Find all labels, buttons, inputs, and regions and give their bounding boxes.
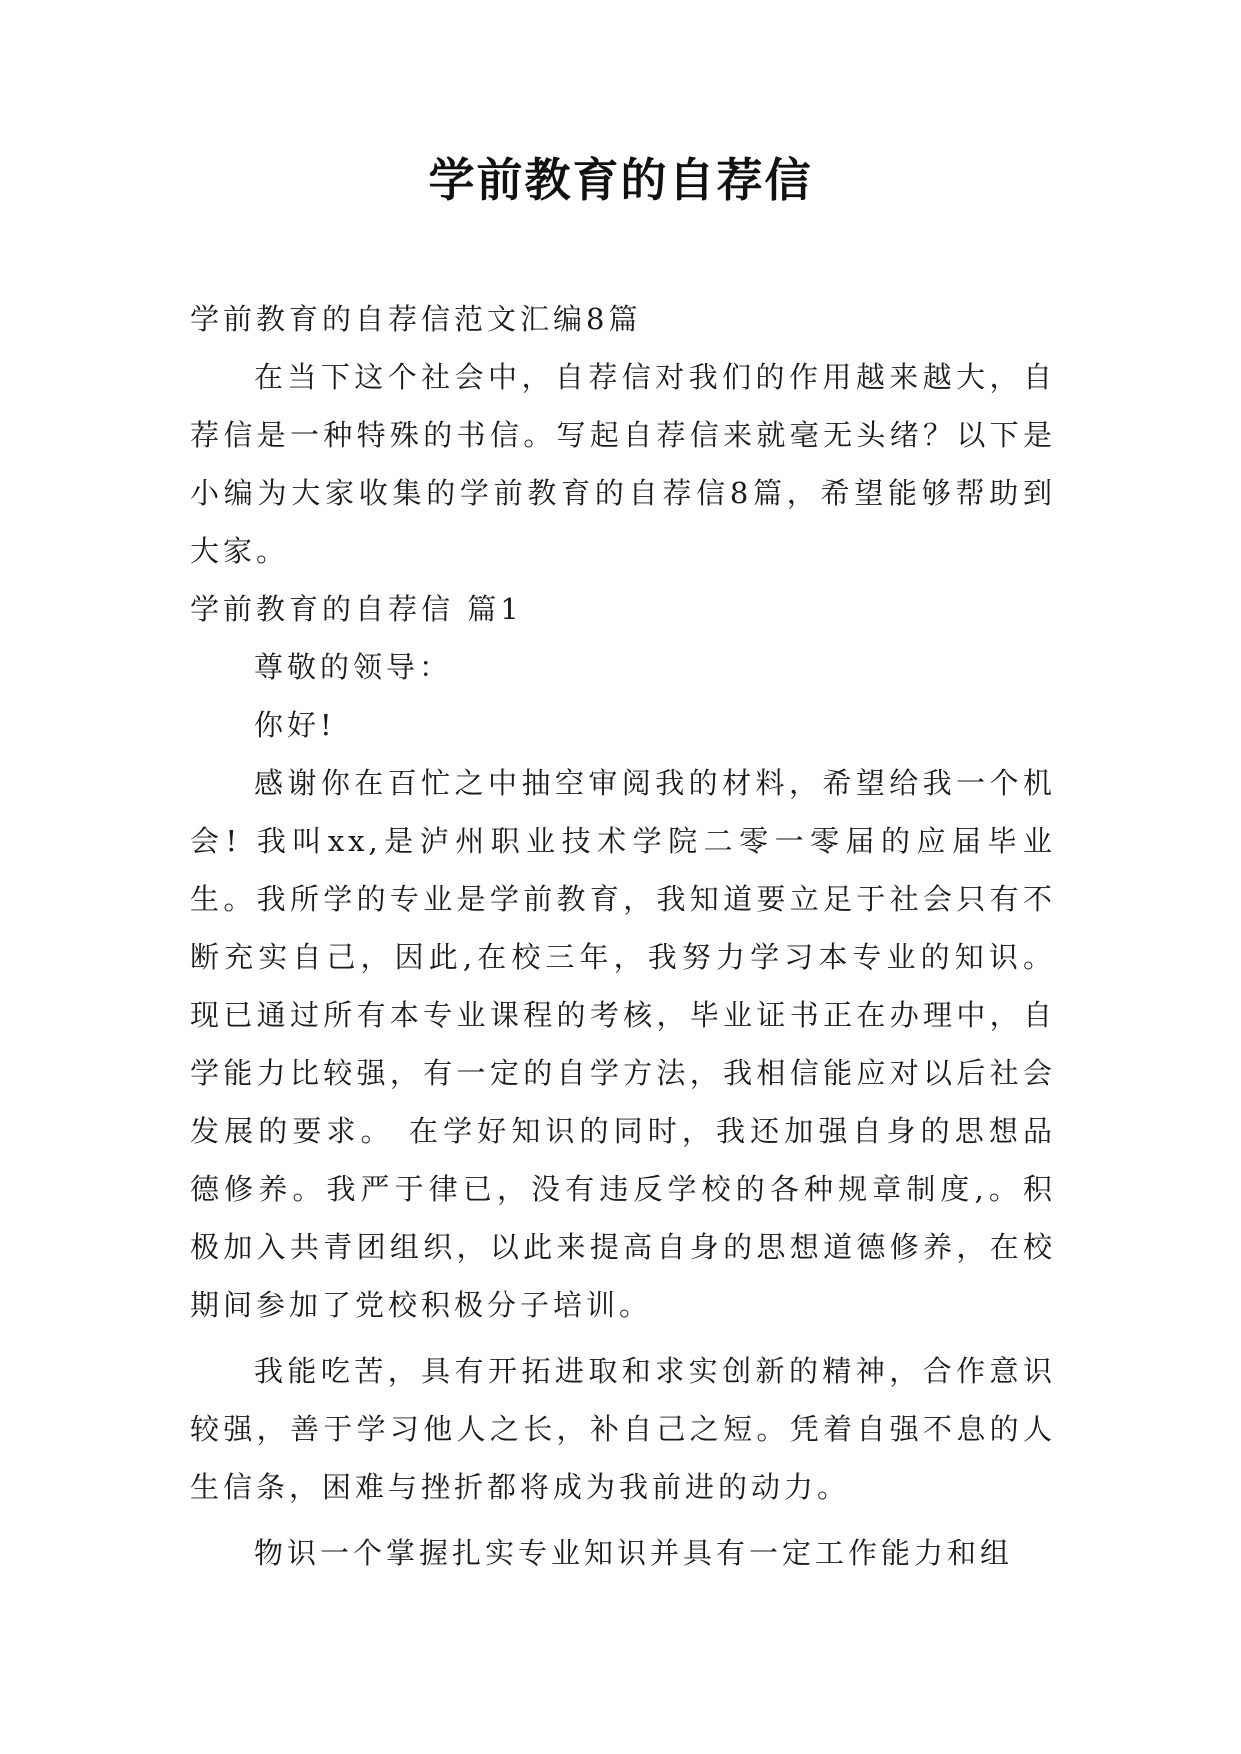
document-title: 学前教育的自荐信 [428,153,813,207]
section-heading: 学前教育的自荐信 篇1 [190,592,523,626]
document-subtitle: 学前教育的自荐信范文汇编8篇 [190,302,642,336]
body-paragraph: 感谢你在百忙之中抽空审阅我的材料，希望给我一个机会! 我叫xx,是泸州职业技术学院二零一零届的应届毕业生。我所学的专业是学前教育，我知道要立足于社会只有不断充实自己，因此,在校三年，我努力学习本专业的知识。现已通过所有本专业课程的考核，毕业证书正在办理中，自学能力比较强，有一定的自学方法，我相信能应对以后社会发展的要求。 在学好知识的同时，我还加强自身的思想品德修养。我严于律已，没有违反学校的各种规章制度,。积极加入共青团组织，以此来提高自身的思想道德修养，在校期间参加了党校积极分子培训。 [190,766,1056,1322]
letter-greeting: 你好! [254,708,336,742]
body-paragraph: 物识一个掌握扎实专业知识并具有一定工作能力和组 [254,1536,1014,1570]
body-paragraph: 我能吃苦，具有开拓进取和求实创新的精神，合作意识较强，善于学习他人之长，补自己之短。凭着自强不息的人生信条，困难与挫折都将成为我前进的动力。 [190,1354,1056,1504]
letter-salutation: 尊敬的领导： [254,650,453,684]
document-body [190,290,1056,1582]
intro-paragraph: 在当下这个社会中，自荐信对我们的作用越来越大，自荐信是一种特殊的书信。写起自荐信来就毫无头绪？以下是小编为大家收集的学前教育的自荐信8篇，希望能够帮助到大家。 [190,360,1056,568]
